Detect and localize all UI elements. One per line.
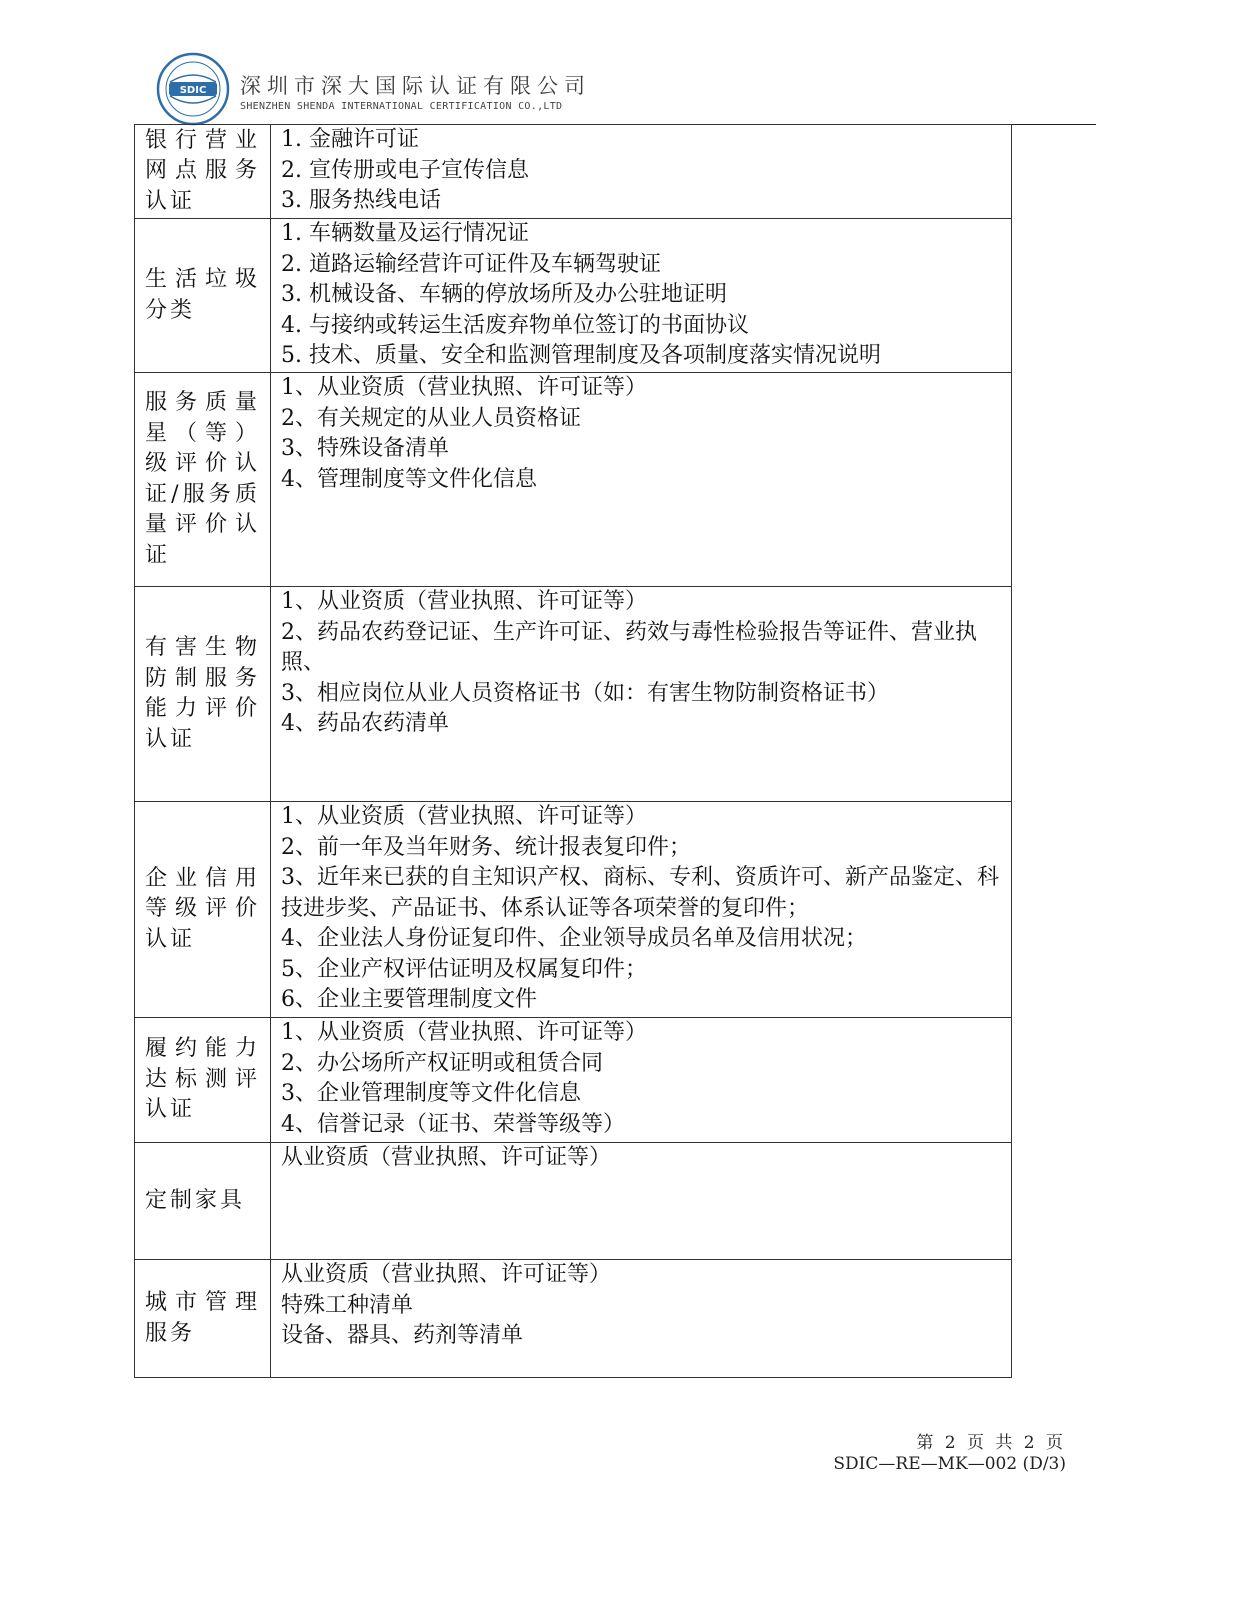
- requirement-item: 2、办公场所产权证明或租赁合同: [281, 1050, 603, 1076]
- category-cell: 定制家具: [135, 1143, 271, 1260]
- table-row: [135, 1018, 1012, 1143]
- requirements-cell: [271, 802, 1012, 1018]
- requirement-item: 3、特殊设备清单: [281, 436, 449, 461]
- category-cell: 银行营业网点服务认证: [135, 125, 271, 219]
- requirements-cell: [271, 125, 1012, 219]
- category-cell: 服务质量星（等）级评价认证/服务质量评价认证: [135, 373, 271, 587]
- requirement-item: 5. 技术、质量、安全和监测管理制度及各项制度落实情况说明: [281, 343, 881, 368]
- category-cell: 有害生物防制服务能力评价认证: [135, 587, 271, 802]
- requirements-cell: [271, 1260, 1012, 1378]
- requirements-table: [134, 124, 1012, 1378]
- category-cell: 履约能力达标测评认证: [135, 1018, 271, 1143]
- category-cell: 城市管理服务: [135, 1260, 271, 1378]
- document-code: SDIC—RE—MK—002 (D/3): [833, 1454, 1066, 1474]
- requirement-item: 2、有关规定的从业人员资格证: [281, 405, 581, 431]
- requirement-item: 3. 服务热线电话: [281, 188, 441, 213]
- requirement-item: 4、企业法人身份证复印件、企业领导成员名单及信用状况；: [281, 926, 867, 951]
- requirement-item: 3、相应岗位从业人员资格证书（如：有害生物防制资格证书）: [281, 680, 889, 706]
- requirement-item: 设备、器具、药剂等清单: [281, 1323, 524, 1348]
- requirement-item: 从业资质（营业执照、许可证等）: [281, 1262, 612, 1287]
- requirement-item: 1、从业资质（营业执照、许可证等）: [281, 589, 647, 614]
- requirements-cell: [271, 1143, 1012, 1260]
- requirement-item: 4、管理制度等文件化信息: [281, 466, 537, 492]
- requirements-cell: [271, 1018, 1012, 1143]
- requirement-item: 2、前一年及当年财务、统计报表复印件；: [281, 834, 691, 860]
- requirements-table-body: [135, 125, 1012, 1378]
- requirements-cell: [271, 219, 1012, 373]
- requirement-item: 3. 机械设备、车辆的停放场所及办公驻地证明: [281, 282, 727, 307]
- document-header: [156, 52, 1096, 126]
- table-row: [135, 1143, 1012, 1260]
- requirement-item: 3、企业管理制度等文件化信息: [281, 1081, 581, 1106]
- requirement-item: 1. 金融许可证: [281, 127, 419, 152]
- requirement-item: 5、企业产权评估证明及权属复印件；: [281, 956, 647, 982]
- sdic-logo: [156, 52, 230, 126]
- requirement-item: 4、信誉记录（证书、荣誉等级等）: [281, 1111, 625, 1137]
- requirement-item: 1、从业资质（营业执照、许可证等）: [281, 1020, 647, 1045]
- table-row: [135, 802, 1012, 1018]
- svg-text:SDIC: SDIC: [179, 85, 207, 96]
- category-cell: 企业信用等级评价认证: [135, 802, 271, 1018]
- requirement-item: 1、从业资质（营业执照、许可证等）: [281, 804, 647, 829]
- requirement-item: 4. 与接纳或转运生活废弃物单位签订的书面协议: [281, 312, 749, 338]
- requirement-item: 4、药品农药清单: [281, 711, 449, 736]
- requirement-item: 2. 宣传册或电子宣传信息: [281, 157, 529, 183]
- requirement-item: 2. 道路运输经营许可证件及车辆驾驶证: [281, 251, 661, 277]
- table-row: [135, 1260, 1012, 1378]
- company-name-cn: 深圳市深大国际认证有限公司: [240, 74, 591, 98]
- requirement-item: 特殊工种清单: [281, 1292, 414, 1318]
- page-number: 第 2 页 共 2 页: [916, 1433, 1066, 1453]
- requirement-item: 2、药品农药登记证、生产许可证、药效与毒性检验报告等证件、营业执照、: [281, 619, 977, 675]
- company-name-en: SHENZHEN SHENDA INTERNATIONAL CERTIFICATION CO.,LTD: [240, 101, 563, 112]
- table-row: [135, 219, 1012, 373]
- requirement-item: 6、企业主要管理制度文件: [281, 987, 537, 1012]
- requirements-cell: [271, 587, 1012, 802]
- requirement-item: 1、从业资质（营业执照、许可证等）: [281, 375, 647, 400]
- requirement-item: 3、近年来已获的自主知识产权、商标、专利、资质许可、新产品鉴定、科技进步奖、产品证书、体系认证等各项荣誉的复印件；: [281, 865, 999, 921]
- table-row: [135, 587, 1012, 802]
- table-row: [135, 125, 1012, 219]
- requirement-item: 从业资质（营业执照、许可证等）: [281, 1145, 612, 1170]
- table-row: [135, 373, 1012, 587]
- category-cell: 生活垃圾分类: [135, 219, 271, 373]
- requirement-item: 1. 车辆数量及运行情况证: [281, 221, 529, 246]
- requirements-cell: [271, 373, 1012, 587]
